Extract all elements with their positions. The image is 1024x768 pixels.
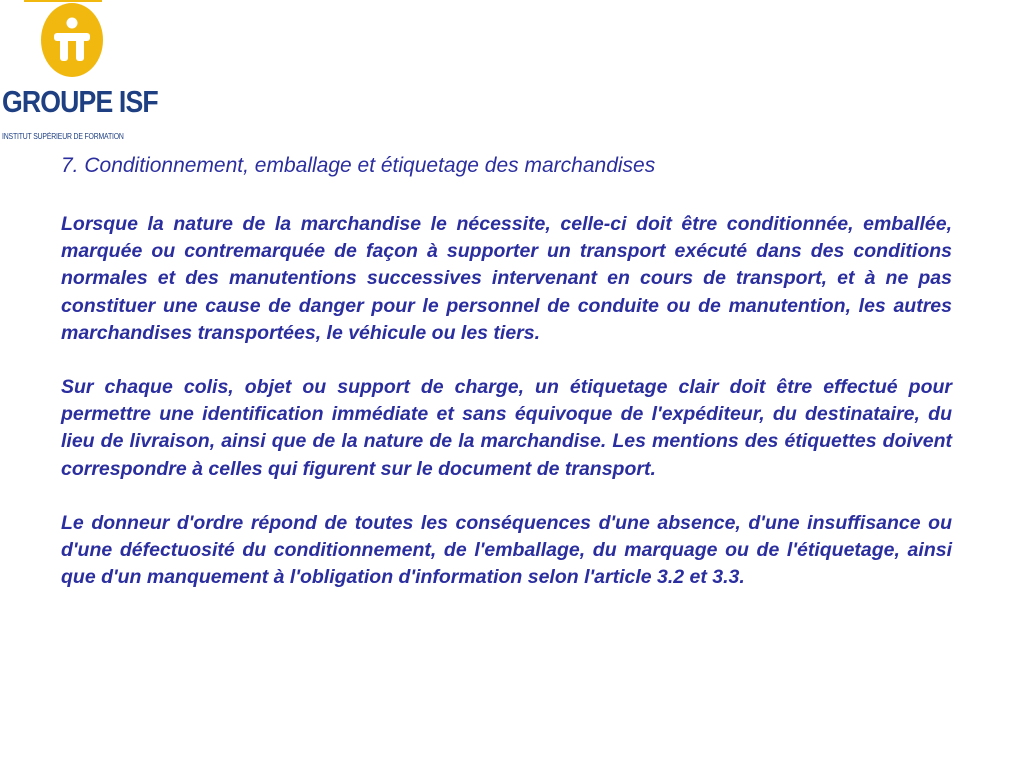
slide-content bbox=[61, 152, 952, 591]
paragraph-packaging-requirement: Lorsque la nature de la marchandise le nécessite, celle-ci doit être conditionnée, emballée, marquée ou contremarquée de façon à supporter un transport exécuté dans des conditions normales et des manutentions successives intervenant en cours de transport, et à ne pas constituer une cause de danger pour le personnel de conduite ou de manutention, les autres marchandises transportées, le véhicule ou les tiers. bbox=[61, 213, 952, 344]
paragraph-liability: Le donneur d'ordre répond de toutes les conséquences d'une absence, d'une insuffisance ou d'une défectuosité du conditionnement, de l'emballage, du marquage ou de l'étiquetage, ainsi que d'un manquement à l'obligation d'information selon l'article 3.2 et 3.3. bbox=[61, 511, 952, 589]
logo-person-icon bbox=[40, 2, 104, 78]
logo-subtitle-text: INSTITUT SUPÉRIEUR DE FORMATION bbox=[2, 132, 124, 141]
groupe-isf-logo bbox=[0, 0, 158, 148]
paragraph-labelling: Sur chaque colis, objet ou support de charge, un étiquetage clair doit être effectué pour permettre une identification immédiate et sans équivoque de l'expéditeur, du destinataire, du lieu de livraison, ainsi que de la nature de la marchandise. Les mentions des étiquettes doivent correspondre à celles qui figurent sur le document de transport. bbox=[61, 376, 952, 480]
slide-title: 7. Conditionnement, emballage et étiquetage des marchandises bbox=[61, 154, 656, 177]
logo-brand-text: GROUPE ISF bbox=[2, 84, 158, 119]
